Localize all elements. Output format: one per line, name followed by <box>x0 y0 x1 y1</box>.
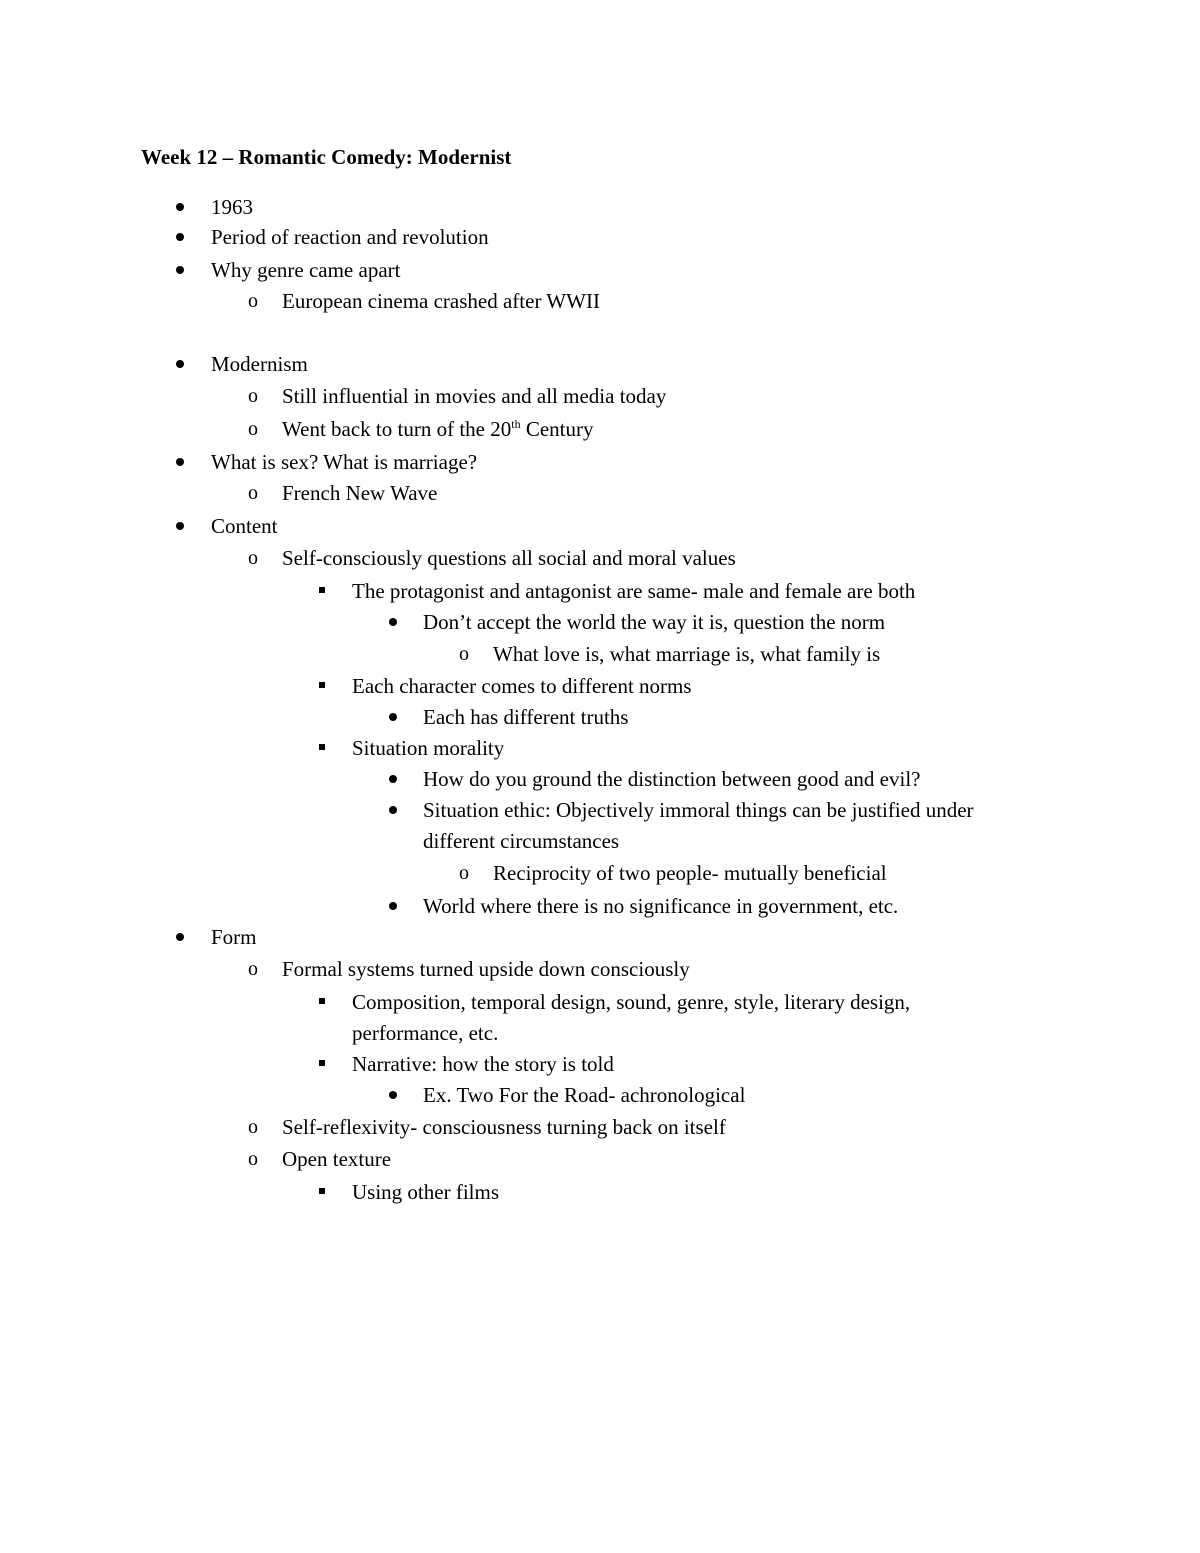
bullet-disc-icon <box>176 522 184 530</box>
list-item: Why genre came apart <box>211 258 401 282</box>
bullet-ring-icon: o <box>248 290 258 312</box>
bullet-square-icon <box>319 682 325 688</box>
bullet-disc-icon <box>389 775 397 783</box>
bullet-square-icon <box>319 744 325 750</box>
bullet-square-icon <box>319 587 325 593</box>
list-item: Period of reaction and revolution <box>211 225 489 249</box>
bullet-ring-icon: o <box>248 418 258 440</box>
bullet-ring-icon: o <box>248 1148 258 1170</box>
list-item: Form <box>211 925 257 949</box>
list-item: Composition, temporal design, sound, genre, style, literary design, <box>352 990 911 1014</box>
bullet-square-icon <box>319 1060 325 1066</box>
list-item: What is sex? What is marriage? <box>211 450 478 474</box>
bullet-ring-icon: o <box>248 958 258 980</box>
list-item-continuation: performance, etc. <box>352 1021 499 1045</box>
bullet-disc-icon <box>389 1091 397 1099</box>
bullet-ring-icon: o <box>248 385 258 407</box>
bullet-disc-icon <box>176 203 184 211</box>
list-item: 1963 <box>211 195 253 219</box>
bullet-disc-icon <box>389 618 397 626</box>
list-item: The protagonist and antagonist are same- male and female are both <box>352 579 916 603</box>
list-item: Situation ethic: Objectively immoral things can be justified under <box>423 798 974 822</box>
list-item: Ex. Two For the Road- achronological <box>423 1083 746 1107</box>
list-item <box>282 416 594 442</box>
bullet-disc-icon <box>176 458 184 466</box>
bullet-disc-icon <box>176 933 184 941</box>
century-text: Century <box>520 417 594 441</box>
bullet-ring-icon: o <box>248 1116 258 1138</box>
list-item: European cinema crashed after WWII <box>282 289 600 313</box>
bullet-square-icon <box>319 1188 325 1194</box>
list-item: Still influential in movies and all media today <box>282 384 667 408</box>
list-item: Each character comes to different norms <box>352 674 692 698</box>
bullet-ring-icon: o <box>248 547 258 569</box>
list-item: Content <box>211 514 278 538</box>
list-item: Formal systems turned upside down consciously <box>282 957 690 981</box>
list-item: Situation morality <box>352 736 505 760</box>
bullet-ring-icon: o <box>459 643 469 665</box>
bullet-ring-icon: o <box>459 862 469 884</box>
went-back-text: Went back to turn of the 20 <box>282 417 512 441</box>
bullet-square-icon <box>319 998 325 1004</box>
list-item: Don’t accept the world the way it is, question the norm <box>423 610 886 634</box>
bullet-disc-icon <box>176 360 184 368</box>
superscript-th: th <box>511 417 521 431</box>
list-item: Modernism <box>211 352 308 376</box>
bullet-disc-icon <box>176 233 184 241</box>
bullet-disc-icon <box>389 806 397 814</box>
list-item: Each has different truths <box>423 705 629 729</box>
bullet-disc-icon <box>389 713 397 721</box>
list-item: Self-consciously questions all social and moral values <box>282 546 736 570</box>
list-item: French New Wave <box>282 481 438 505</box>
page-title: Week 12 – Romantic Comedy: Modernist <box>141 145 512 169</box>
bullet-ring-icon: o <box>248 482 258 504</box>
bullet-disc-icon <box>389 902 397 910</box>
list-item: Using other films <box>352 1180 499 1204</box>
list-item: How do you ground the distinction between good and evil? <box>423 767 921 791</box>
list-item: Self-reflexivity- consciousness turning back on itself <box>282 1115 726 1139</box>
list-item: Open texture <box>282 1147 392 1171</box>
list-item: Narrative: how the story is told <box>352 1052 614 1076</box>
bullet-disc-icon <box>176 266 184 274</box>
list-item: What love is, what marriage is, what family is <box>493 642 881 666</box>
list-item: Reciprocity of two people- mutually beneficial <box>493 861 887 885</box>
list-item-continuation: different circumstances <box>423 829 620 853</box>
list-item: World where there is no significance in government, etc. <box>423 894 899 918</box>
